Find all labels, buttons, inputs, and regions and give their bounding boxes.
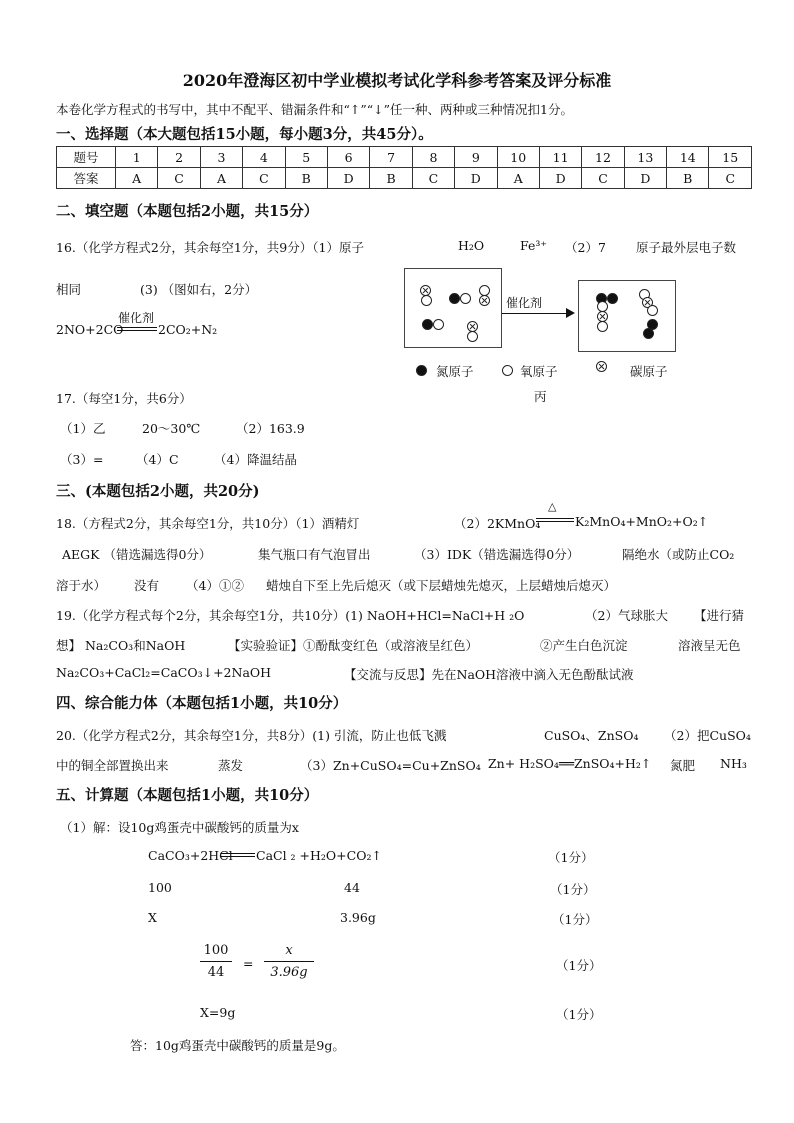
- q18-line3a: 溶于水）: [56, 578, 107, 593]
- calc-score-1: （1分）: [548, 850, 594, 865]
- product-box: [578, 280, 676, 352]
- section5-heading: 五、计算题（本题包括1小题，共10分）: [56, 787, 319, 804]
- q20-line2d: Zn+ H₂SO₄══ZnSO₄+H₂↑: [488, 756, 652, 771]
- calc-setup: （1）解：设10g鸡蛋壳中碳酸钙的质量为x: [60, 820, 299, 835]
- answer-cell: A: [497, 168, 539, 189]
- answer-cell: B: [370, 168, 412, 189]
- calc-eq-left: CaCO₃+2HCl: [148, 848, 233, 863]
- fraction-equals: =: [243, 956, 254, 971]
- calc-answer: 答：10g鸡蛋壳中碳酸钙的质量是9g。: [130, 1038, 345, 1053]
- q16-outer-electrons: 原子最外层电子数: [636, 240, 737, 255]
- nitrogen-atom-icon: [643, 328, 654, 339]
- fraction-100-44: [200, 943, 232, 980]
- reactant-box: [404, 268, 502, 348]
- question-number-cell: 7: [370, 147, 412, 168]
- answer-cell: B: [667, 168, 709, 189]
- answer-table: [56, 146, 752, 189]
- diagram-catalyst-label: 催化剂: [506, 296, 543, 310]
- question-number-row: [57, 147, 752, 168]
- oxygen-atom-icon: [647, 305, 658, 316]
- q18-eq-double-line: [536, 518, 574, 522]
- question-number-cell: 11: [539, 147, 581, 168]
- calc-x-label: X: [148, 910, 157, 925]
- answer-cell: A: [116, 168, 158, 189]
- calc-eq-double-line: [221, 853, 255, 857]
- fraction-denominator: 44: [207, 965, 225, 980]
- calc-mass-co2: 44: [344, 880, 360, 895]
- q18-line2d: 隔绝水（或防止CO₂: [622, 547, 735, 562]
- oxygen-atom-icon: [597, 321, 608, 332]
- section3-heading: 三、(本题包括2小题，共20分): [56, 483, 260, 500]
- q19-line3b: 【交流与反思】先在NaOH溶液中滴入无色酚酞试液: [344, 667, 634, 682]
- answer-cell: C: [412, 168, 454, 189]
- answer-cell: B: [285, 168, 327, 189]
- q18-line1b: （2）2KMnO₄: [454, 516, 541, 531]
- question-number-cell: 14: [667, 147, 709, 168]
- question-number-cell: 10: [497, 147, 539, 168]
- reaction-arrow-head: [566, 308, 575, 318]
- question-number-cell: 3: [200, 147, 242, 168]
- q16-line1: 16.（化学方程式2分，其余每空1分，共9分）（1）原子: [56, 240, 364, 255]
- fraction-numerator: 100: [203, 943, 229, 958]
- q19-line1c: 【进行猜: [694, 608, 745, 623]
- answer-cell: D: [539, 168, 581, 189]
- q16-part3: (3) （图如右，2分）: [140, 282, 258, 297]
- calc-score-3: （1分）: [552, 912, 598, 927]
- q18-heat-triangle: △: [548, 500, 557, 513]
- question-number-cell: 4: [243, 147, 285, 168]
- q20-line2a: 中的铜全部置换出来: [56, 758, 169, 773]
- question-number-cell: 1: [116, 147, 158, 168]
- q16-eq-catalyst: 催化剂: [118, 311, 155, 325]
- calc-eq-right: CaCl ₂ +H₂O+CO₂↑: [256, 848, 382, 863]
- answer-cell: C: [582, 168, 624, 189]
- q19-line1b: （2）气球胀大: [585, 608, 668, 623]
- q20-line1a: 20.（化学方程式2分，其余每空1分，共8分）(1) 引流，防止也低飞溅: [56, 728, 447, 743]
- q17-part2: （2）163.9: [236, 421, 305, 436]
- oxygen-atom-icon: [597, 301, 608, 312]
- answer-cell: D: [455, 168, 497, 189]
- carbon-atom-icon: [479, 295, 490, 306]
- answer-cell: D: [624, 168, 666, 189]
- q18-line1c: K₂MnO₄+MnO₂+O₂↑: [575, 514, 709, 529]
- q16-part2: （2）7: [565, 240, 606, 255]
- fraction-numerator: x: [285, 943, 293, 958]
- nitrogen-atom-icon: [449, 293, 460, 304]
- nitrogen-atom-icon: [422, 319, 433, 330]
- grading-note: 本卷化学方程式的书写中，其中不配平、错漏条件和“↑”“↓”任一种、两种或三种情况扣1分。: [56, 102, 573, 117]
- q18-line3c: （4）①②: [186, 578, 244, 593]
- answer-cell: C: [709, 168, 752, 189]
- q17-part1: （1）乙: [60, 421, 106, 436]
- q16-fe: Fe³⁺: [520, 238, 547, 253]
- diagram-caption: 丙: [534, 389, 547, 404]
- calc-result: X=9g: [200, 1005, 236, 1020]
- answer-cell: A: [200, 168, 242, 189]
- fraction-x-3.96: [264, 943, 314, 980]
- oxygen-atom-icon: [460, 293, 471, 304]
- row-label-number: 题号: [57, 147, 116, 168]
- q16-h2o: H₂O: [458, 238, 485, 253]
- oxygen-atom-icon: [421, 295, 432, 306]
- calc-score-2: （1分）: [550, 882, 596, 897]
- answer-cell: D: [327, 168, 369, 189]
- legend-oxygen-icon: [502, 365, 513, 376]
- q18-line2c: （3）IDK（错选漏选得0分）: [414, 547, 580, 562]
- q17-part3: （3）=: [60, 452, 104, 467]
- answer-cell: C: [243, 168, 285, 189]
- q16-eq-right: 2CO₂+N₂: [158, 322, 218, 337]
- q19-line2c: ②产生白色沉淀: [540, 638, 628, 653]
- calc-score-4: （1分）: [556, 958, 602, 973]
- q16-line2: 相同: [56, 282, 82, 297]
- q18-line3d: 蜡烛自下至上先后熄灭（或下层蜡烛先熄灭，上层蜡烛后熄灭）: [266, 578, 617, 593]
- q18-line2a: AEGK （错选漏选得0分）: [62, 547, 212, 562]
- question-number-cell: 9: [455, 147, 497, 168]
- question-number-cell: 8: [412, 147, 454, 168]
- calc-score-5: （1分）: [556, 1007, 602, 1022]
- legend-carbon-icon: [596, 361, 607, 372]
- q17-heading: 17.（每空1分，共6分）: [56, 391, 192, 406]
- section2-heading: 二、填空题（本题包括2小题，共15分）: [56, 203, 319, 220]
- calc-x-mass: 3.96g: [340, 910, 376, 925]
- nitrogen-atom-icon: [607, 293, 618, 304]
- oxygen-atom-icon: [467, 331, 478, 342]
- legend-nitrogen-label: 氮原子: [436, 364, 474, 379]
- q19-line2b: 【实验验证】①酚酞变红色（或溶液呈红色）: [228, 638, 479, 653]
- q18-line3b: 没有: [134, 578, 160, 593]
- reaction-arrow: [502, 313, 568, 314]
- legend-carbon-label: 碳原子: [630, 364, 668, 379]
- page-title: 2020年澄海区初中学业模拟考试化学科参考答案及评分标准: [182, 71, 612, 90]
- question-number-cell: 12: [582, 147, 624, 168]
- q18-line1a: 18.（方程式2分，其余每空1分，共10分）（1）酒精灯: [56, 516, 360, 531]
- q20-line2e: 氮肥: [670, 758, 696, 773]
- q19-line3a: Na₂CO₃+CaCl₂=CaCO₃↓+2NaOH: [56, 665, 272, 680]
- row-label-answer: 答案: [57, 168, 116, 189]
- q17-part4b: （4）降温结晶: [214, 452, 297, 467]
- q19-line2a: 想】 Na₂CO₃和NaOH: [56, 638, 186, 653]
- q20-line1c: （2）把CuSO₄: [664, 728, 751, 743]
- question-number-cell: 6: [327, 147, 369, 168]
- question-number-cell: 2: [158, 147, 200, 168]
- answer-cell: C: [158, 168, 200, 189]
- q16-eq-double-line: [117, 327, 157, 331]
- section1-heading: 一、选择题（本大题包括15小题，每小题3分，共45分）。: [56, 126, 433, 143]
- q19-line1a: 19.（化学方程式每个2分，其余每空1分，共10分）(1) NaOH+HCl=NaCl+H ₂O: [56, 608, 525, 623]
- q19-line2d: 溶液呈无色: [678, 638, 741, 653]
- q20-line1b: CuSO₄、ZnSO₄: [544, 728, 639, 743]
- oxygen-atom-icon: [433, 319, 444, 330]
- fraction-denominator: 3.96g: [270, 965, 308, 980]
- legend-nitrogen-icon: [416, 365, 427, 376]
- q17-part1b: 20～30℃: [142, 421, 201, 436]
- q20-line2f: NH₃: [720, 756, 747, 771]
- q20-line2b: 蒸发: [218, 758, 244, 773]
- section4-heading: 四、综合能力体（本题包括1小题，共10分）: [56, 695, 348, 712]
- legend-oxygen-label: 氧原子: [520, 364, 558, 379]
- q16-eq-left: 2NO+2CO: [56, 322, 124, 337]
- calc-mass-caco3: 100: [148, 880, 172, 895]
- q20-line2c: （3）Zn+CuSO₄=Cu+ZnSO₄: [300, 758, 481, 773]
- question-number-cell: 15: [709, 147, 752, 168]
- q18-line2b: 集气瓶口有气泡冒出: [258, 547, 371, 562]
- answer-row: [57, 168, 752, 189]
- question-number-cell: 13: [624, 147, 666, 168]
- question-number-cell: 5: [285, 147, 327, 168]
- q17-part4: （4）C: [136, 452, 179, 467]
